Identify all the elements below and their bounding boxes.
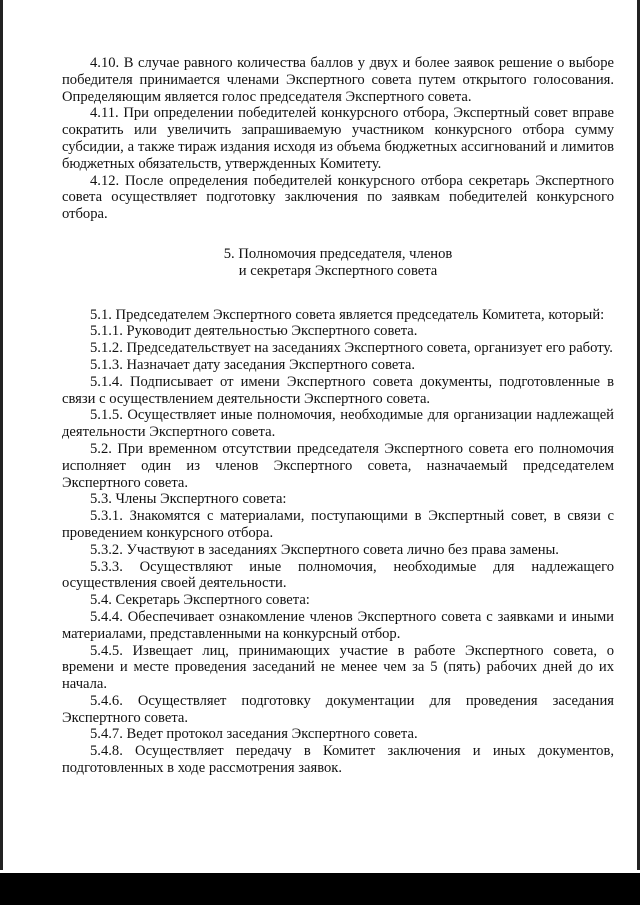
paragraph-5-4-7: 5.4.7. Ведет протокол заседания Экспертного совета. bbox=[90, 726, 418, 743]
paragraph-5-4-6: 5.4.6. Осуществляет подготовку документации для проведения заседания Экспертного совета. bbox=[62, 692, 614, 726]
paragraph-5-1-1: 5.1.1. Руководит деятельностью Экспертного совета. bbox=[90, 323, 418, 340]
paragraph-5-4-4: 5.4.4. Обеспечивает ознакомление членов Экспертного совета с заявками и иными материалами, представленными на конкурсный отбор. bbox=[62, 608, 614, 642]
paragraph-5-4-8: 5.4.8. Осуществляет передачу в Комитет заключения и иных документов, подготовленных в ходе рассмотрения заявок. bbox=[62, 743, 614, 777]
section-heading bbox=[62, 246, 614, 280]
paragraph-5-4: 5.4. Секретарь Экспертного совета: bbox=[90, 592, 310, 609]
paragraph-5-1-2: 5.1.2. Председательствует на заседаниях Экспертного совета, организует его работу. bbox=[90, 340, 613, 357]
section-heading-line-1: 5. Полномочия председателя, членов bbox=[223, 245, 453, 262]
document-body bbox=[62, 55, 614, 777]
scan-bottom-border bbox=[0, 873, 640, 905]
paragraph-5-4-5: 5.4.5. Извещает лиц, принимающих участие в работе Экспертного совета, о времени и месте проведения заседаний не менее чем за 5 (пять) рабочих дней до их начала. bbox=[62, 642, 614, 693]
paragraph-4-10: 4.10. В случае равного количества баллов у двух и более заявок решение о выборе победителя принимается членами Экспертного совета путем открытого голосования. Определяющим является голос председателя Экспертного совета. bbox=[62, 55, 614, 105]
paragraph-5-1-5: 5.1.5. Осуществляет иные полномочия, необходимые для организации надлежащей деятельности Экспертного совета. bbox=[62, 407, 614, 441]
paragraph-5-3-3: 5.3.3. Осуществляют иные полномочия, необходимые для надлежащего осуществления своей деятельности. bbox=[62, 558, 614, 592]
paragraph-4-12: 4.12. После определения победителей конкурсного отбора секретарь Экспертного совета осуществляет подготовку заключения по заявкам победителей конкурсного отбора. bbox=[62, 172, 614, 223]
paragraph-5-1-3: 5.1.3. Назначает дату заседания Экспертного совета. bbox=[90, 356, 416, 373]
paragraph-5-2: 5.2. При временном отсутствии председателя Экспертного совета его полномочия исполняет один из членов Экспертного совета, назначаемый председателем Экспертного совета. bbox=[62, 440, 614, 491]
paragraph-5-3: 5.3. Члены Экспертного совета: bbox=[90, 491, 287, 508]
paragraph-5-1-4: 5.1.4. Подписывает от имени Экспертного совета документы, подготовленные в связи с осуществлением деятельности Экспертного совета. bbox=[62, 373, 614, 407]
paragraph-5-3-1: 5.3.1. Знакомятся с материалами, поступающими в Экспертный совет, в связи с проведением конкурсного отбора. bbox=[62, 508, 614, 541]
section-heading-line-2: и секретаря Экспертного совета bbox=[238, 262, 438, 279]
paragraph-5-1: 5.1. Председателем Экспертного совета является председатель Комитета, который: bbox=[90, 306, 605, 323]
paragraph-5-3-2: 5.3.2. Участвуют в заседаниях Экспертного совета лично без права замены. bbox=[90, 541, 559, 558]
paragraph-4-11: 4.11. При определении победителей конкурсного отбора, Экспертный совет вправе сократить или увеличить запрашиваемую участником конкурсного отбора сумму субсидии, а также тираж издания исходя из объема бюджетных ассигнований и лимитов бюджетных обязательств, утвержденных Комитету. bbox=[62, 105, 614, 172]
scan-edge-left bbox=[0, 0, 3, 870]
